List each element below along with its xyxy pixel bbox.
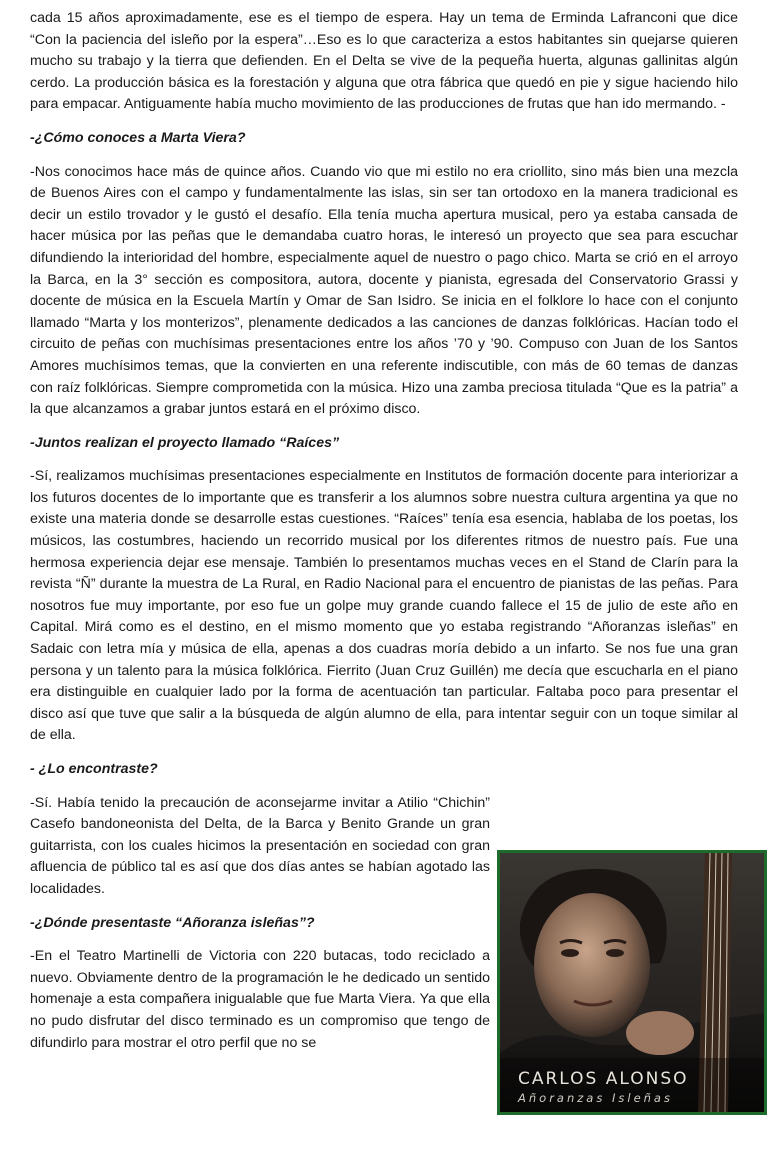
answer-raices: -Sí, realizamos muchísimas presentaciones especialmente en Institutos de formación docente para interiorizar a los futuros docentes de lo importante que es transferir a los alumnos sobre nuestra cultura argentina ya que no existe una materia donde se desarrolle estas cuestiones. “Raíces” tenía esa esencia, hablaba de los poetas, los músicos, las costumbres, haciendo un recorrido musical por los diferentes ritmos de nuestro país. Fue una hermosa experiencia dejar ese mensaje. También lo presentamos muchas veces en el Stand de Clarín para la revista “Ñ” durante la muestra de La Rural, en Radio Nacional para el encuentro de pianistas de las peñas. Para nosotros fue muy importante, por eso fue un golpe muy grande cuando fallece el 15 de julio de este año en Capital. Mirá como es el destino, en el mismo momento que yo estaba registrando “Añoranzas isleñas” en Sadaic con letra mía y música de ella, apenas a dos cuadras moría debido a un infarto. Se nos fue una gran persona y un talento para la música folklórica. Fierrito (Juan Cruz Guillén) me decía que escucharla en el piano era distinguible en cualquier lado por la forma de acentuación tan particular. Faltaba poco para presentar el disco así que tuve que salir a la búsqueda de algún alumno de ella, para intentar seguir con un toque similar al de ella.	[30, 468, 738, 744]
answer-marta-viera: -Nos conocimos hace más de quince años. Cuando vio que mi estilo no era criollito, sino más bien una mezcla de Buenos Aires con el campo y fundamentalmente las islas, sin ser tan ortodoxo en la manera tradicional es decir un estilo trovador y le gustó el desafío. Ella tenía mucha apertura musical, pero ya estaba cansada de hacer música por las peñas que le demandaba cuatro horas, le interesó un proyecto que sea para escuchar difundiendo la interioridad del hombre, especialmente aquel de nuestro o pago chico. Marta se crió en el arroyo la Barca, en la 3° sección es compositora, autora, docente y pianista, egresada del Conservatorio Grassi y docente de música en la Escuela Martín y Omar de San Isidro. Se inicia en el folklore lo hace con el conjunto llamado “Marta y los monterizos”, plenamente dedicados a las canciones de danzas folklóricas. Hacían todo el circuito de peñas con muchísimas presentaciones entre los años ’70 y ’90. Compuso con Juan de los Santos Amores muchísimos temas, que la convierten en una referente indiscutible, con más de 60 temas de danzas con raíz folklóricas. Siempre comprometida con la música. Hizo una zamba preciosa titulada “Que es la patria” a la que alcanzamos a grabar juntos estará en el próximo disco.	[30, 163, 738, 418]
question-presentaste: -¿Dónde presentaste “Añoranza isleñas”?	[30, 914, 315, 931]
album-artist: CARLOS ALONSO	[518, 1069, 689, 1089]
paragraph-intro: cada 15 años aproximadamente, ese es el tiempo de espera. Hay un tema de Erminda Lafranconi que dice “Con la paciencia del isleño por la espera”…Eso es lo que caracteriza a estos habitantes sin quejarse quieren mucho su trabajo y la tierra que defienden. En el Delta se vive de la pequeña huerta, algunas gallinitas algún cerdo. La producción básica es la forestación y alguna que otra fábrica que quedó en pie y sigue haciendo hilo para empacar. Antiguamente había mucho movimiento de las producciones de frutas que han ido mermando. -	[30, 10, 738, 113]
question-encontraste: - ¿Lo encontraste?	[30, 761, 158, 777]
answer-presentaste: -En el Teatro Martinelli de Victoria con 220 butacas, todo reciclado a nuevo. Obviamente dentro de la programación le he dedicado un sentido homenaje a esta compañera inigualable que fue Marta Viera. Ya que ella no pudo disfrutar del disco terminado es un compromiso que tengo de difundirlo para mostrar el otro perfil que no se	[30, 948, 490, 1051]
answer-encontraste: -Sí. Había tenido la precaución de aconsejarme invitar a Atilio “Chichin” Casefo bandoneonista del Delta, de la Barca y Benito Grande un gran guitarrista, con los cuales hicimos la presentación en sociedad con gran afluencia de público tal es así que dos días antes se habían agotado las localidades.	[30, 794, 490, 897]
question-marta-viera: -¿Cómo conoces a Marta Viera?	[30, 129, 246, 146]
album-cover-image	[497, 850, 767, 1115]
album-title: Añoranzas Isleñas	[518, 1091, 673, 1105]
question-raices: -Juntos realizan el proyecto llamado “Raíces”	[30, 434, 340, 451]
